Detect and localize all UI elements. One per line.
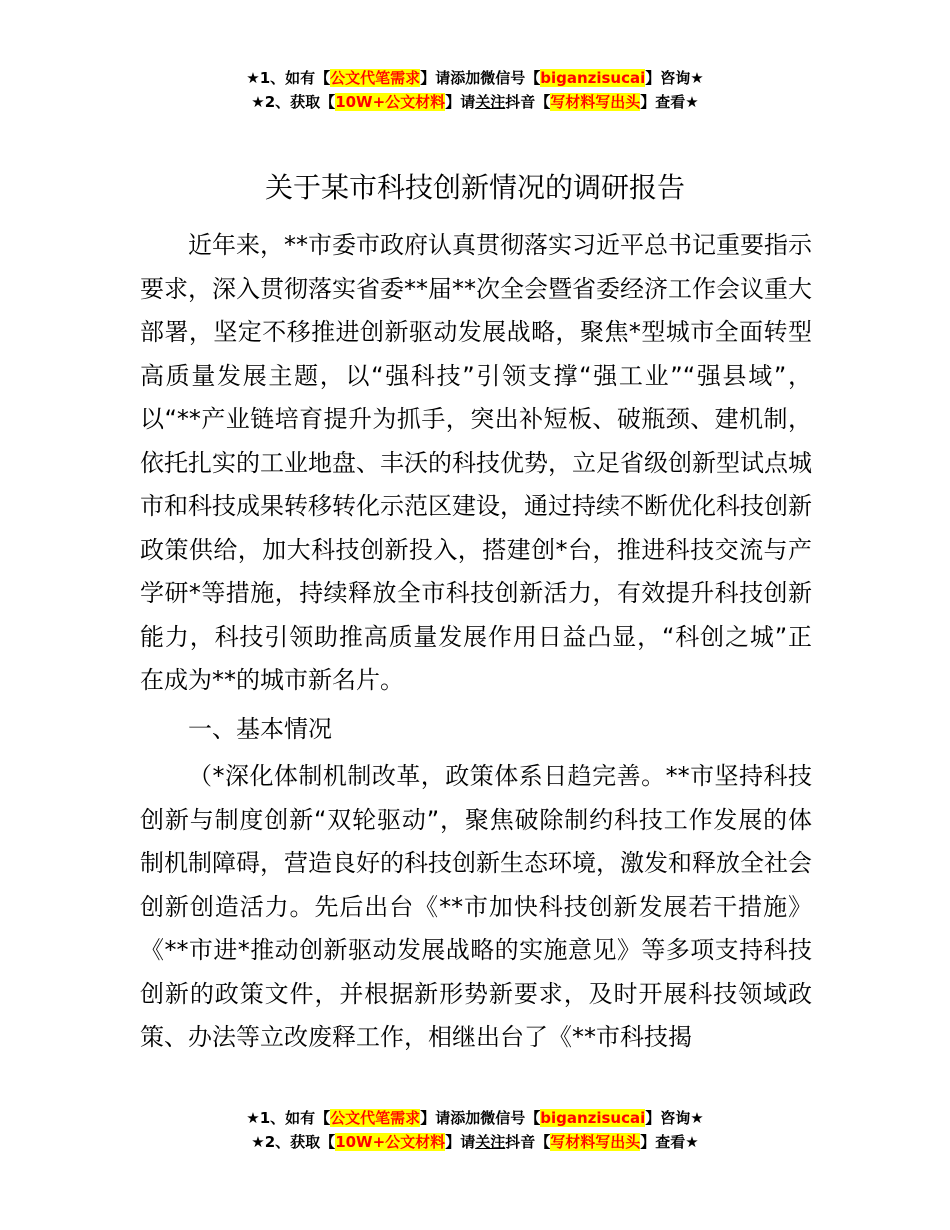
promo-text: 】咨询★ (645, 1109, 704, 1127)
promo-line-2 (0, 1130, 950, 1154)
highlighted-text: 10W+公文材料 (335, 1133, 446, 1151)
highlighted-text: 公文代笔需求 (330, 69, 421, 87)
wechat-id-highlight: biganzisucai (540, 1109, 646, 1127)
promo-text: 】请添加微信号【 (420, 69, 541, 87)
promo-text: ★1、如有【 (246, 69, 331, 87)
highlighted-text: 10W+公文材料 (335, 93, 446, 111)
wechat-id-highlight: biganzisucai (540, 69, 646, 87)
document-title: 关于某市科技创新情况的调研报告 (264, 171, 685, 204)
underlined-text: 关注 (475, 1133, 506, 1151)
promo-text: ★1、如有【 (246, 1109, 331, 1127)
promo-line-2 (0, 90, 950, 114)
section-heading: 一、基本情况 (188, 714, 332, 743)
promo-text: 】查看★ (640, 1133, 699, 1151)
promo-text: ★2、获取【 (251, 1133, 336, 1151)
promo-text: 】请 (445, 1133, 476, 1151)
promo-line-1 (0, 1106, 950, 1130)
document-body (140, 224, 812, 1060)
promo-text: 抖音【 (505, 93, 551, 111)
promo-text: ★2、获取【 (251, 93, 336, 111)
promo-text: 】咨询★ (645, 69, 704, 87)
promo-text: 抖音【 (505, 1133, 551, 1151)
promo-text: 】查看★ (640, 93, 699, 111)
underlined-text: 关注 (475, 93, 506, 111)
douyin-account-highlight: 写材料写出头 (550, 93, 641, 111)
promo-text: 】请 (445, 93, 476, 111)
promo-line-1 (0, 66, 950, 90)
footer-promo-banner (0, 1106, 950, 1154)
promo-text: 】请添加微信号【 (420, 1109, 541, 1127)
intro-paragraph: 近年来，**市委市政府认真贯彻落实习近平总书记重要指示要求，深入贯彻落实省委**届**次全会暨省委经济工作会议重大部署，坚定不移推进创新驱动发展战略，聚焦*型城市全面转型高质量发展主题，以“强科技”引领支撑“强工业”“强县域”，以“**产业链培育提升为抓手，突出补短板、破瓶颈、建机制，依托扎实的工业地盘、丰沃的科技优势，立足省级创新型试点城市和科技成果转移转化示范区建设，通过持续不断优化科技创新政策供给，加大科技创新投入，搭建创*台，推进科技交流与产学研*等措施，持续释放全市科技创新活力，有效提升科技创新能力，科技引领助推高质量发展作用日益凸显，“科创之城”正在成为**的城市新名片。 (140, 231, 812, 694)
section-paragraph: （*深化体制机制改革，政策体系日趋完善。**市坚持科技创新与制度创新“双轮驱动”，聚焦破除制约科技工作发展的体制机制障碍，营造良好的科技创新生态环境，激发和释放全社会创新创造活力。先后出台《**市加快科技创新发展若干措施》《**市进*推动创新驱动发展战略的实施意见》等多项支持科技创新的政策文件，并根据新形势新要求，及时开展科技领域政策、办法等立改废释工作，相继出台了《**市科技揭 (140, 762, 812, 1051)
header-promo-banner (0, 66, 950, 114)
douyin-account-highlight: 写材料写出头 (550, 1133, 641, 1151)
highlighted-text: 公文代笔需求 (330, 1109, 421, 1127)
